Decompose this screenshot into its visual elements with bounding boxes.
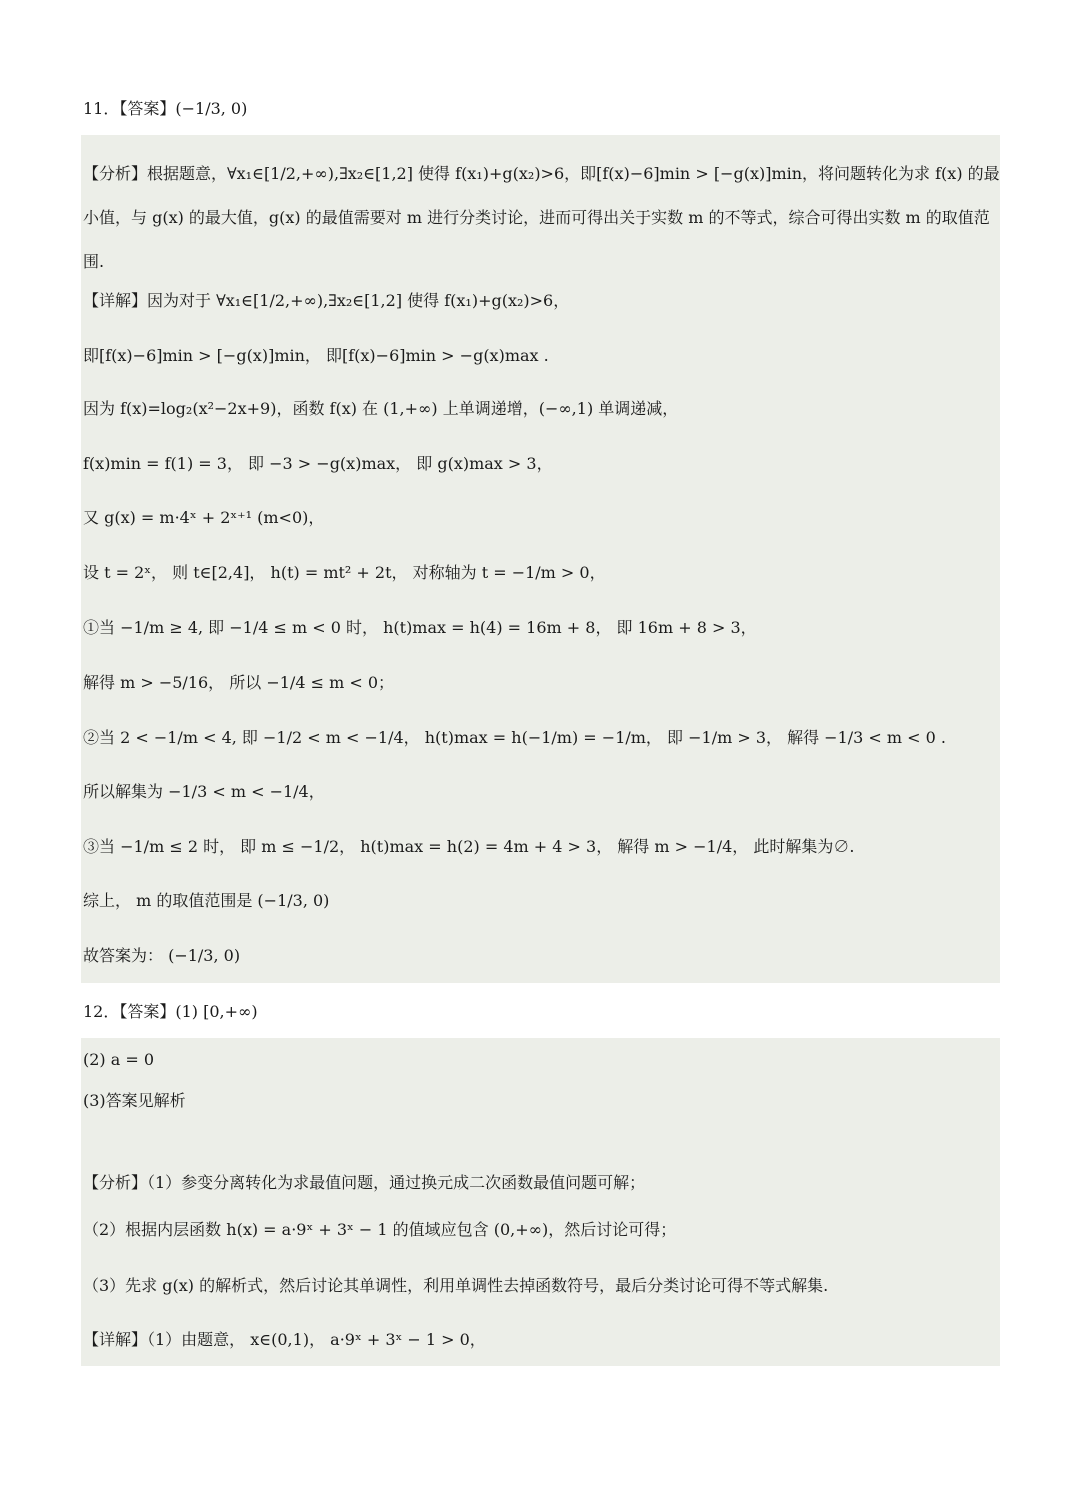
q11-case-2-result: 所以解集为 −1/3 < m < −1/4， (83, 782, 325, 801)
q11-detail-5: 又 g(x) = m·4ˣ + 2ˣ⁺¹ (m<0)， (83, 508, 325, 527)
q11-detail-3: 因为 f(x)=log₂(x²−2x+9)，函数 f(x) 在 (1,+∞) 上单调递增，(−∞,1) 单调递减， (83, 399, 679, 418)
q12-answer-2: (2) a = 0 (83, 1050, 155, 1069)
q11-final-answer: 故答案为： (−1/3, 0) (83, 946, 241, 965)
q11-detail-2: 即[f(x)−6]min > [−g(x)]min， 即[f(x)−6]min > −g(x)max . (83, 346, 549, 365)
q11-detail-4: f(x)min = f(1) = 3， 即 −3 > −g(x)max， 即 g(x)max > 3， (83, 454, 553, 473)
q11-case-1: ①当 −1/m ≥ 4, 即 −1/4 ≤ m < 0 时， h(t)max = h(4) = 16m + 8， 即 16m + 8 > 3， (83, 618, 757, 637)
q12-analysis-1: 【分析】（1）参变分离转化为求最值问题，通过换元成二次函数最值问题可解； (83, 1173, 646, 1192)
q11-case-3: ③当 −1/m ≤ 2 时， 即 m ≤ −1/2， h(t)max = h(2) = 4m + 4 > 3， 解得 m > −1/4， 此时解集为∅. (83, 837, 855, 856)
q12-analysis-2: （2）根据内层函数 h(x) = a·9ˣ + 3ˣ − 1 的值域应包含 (0,+∞)，然后讨论可得； (83, 1220, 677, 1239)
q12-answer-3: (3)答案见解析 (83, 1091, 186, 1110)
q12-answer-header: 12．【答案】(1) [0,+∞) (83, 1002, 258, 1021)
q12-solution-panel (81, 1038, 1000, 1366)
q11-case-2: ②当 2 < −1/m < 4, 即 −1/2 < m < −1/4， h(t)max = h(−1/m) = −1/m， 即 −1/m > 3， 解得 −1/3 < m < 0 . (83, 728, 947, 747)
q12-detail-1: 【详解】（1）由题意， x∈(0,1)， a·9ˣ + 3ˣ − 1 > 0， (83, 1330, 486, 1349)
q11-case-1-result: 解得 m > −5/16， 所以 −1/4 ≤ m < 0； (83, 673, 395, 692)
q12-analysis-3: （3）先求 g(x) 的解析式，然后讨论其单调性，利用单调性去掉函数符号，最后分类讨论可得不等式解集. (83, 1276, 829, 1295)
q11-answer-header: 11．【答案】(−1/3, 0) (83, 99, 248, 118)
q11-detail-6: 设 t = 2ˣ， 则 t∈[2,4]， h(t) = mt² + 2t， 对称轴为 t = −1/m > 0， (83, 563, 606, 582)
q11-detail-1: 【详解】因为对于 ∀x₁∈[1/2,+∞),∃x₂∈[1,2] 使得 f(x₁)+g(x₂)>6， (83, 291, 570, 310)
q11-summary: 综上， m 的取值范围是 (−1/3, 0) (83, 891, 330, 910)
q11-analysis: 【分析】根据题意，∀x₁∈[1/2,+∞),∃x₂∈[1,2] 使得 f(x₁)+g(x₂)>6，即[f(x)−6]min > [−g(x)]min，将问题转化为求 f(x) 的最小值，与 g(x) 的最大值，g(x) 的最值需要对 m 进行分类讨论，进而可得出关于实数 m 的不等式，综合可得出实数 m 的取值范围. (83, 164, 1000, 271)
